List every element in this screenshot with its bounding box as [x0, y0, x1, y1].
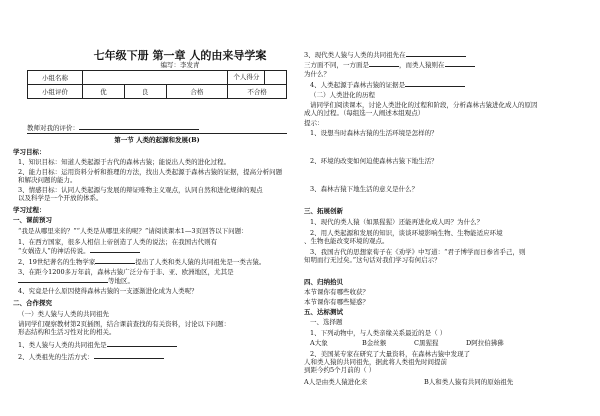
expand-2b: 、生物也能改变环境的观点。 — [304, 237, 389, 245]
right-q3a — [304, 50, 466, 59]
table-cell: 小组名称 — [28, 71, 83, 85]
evolution-description-2: 成人的过程。（每组选一人阐述本组观点） — [304, 109, 425, 117]
question-1a: 1、在西方国家，很多人相信上帝创造了人类的说法；在我国古代则有 — [18, 238, 218, 246]
question-3b — [18, 276, 134, 285]
choice-1-options — [310, 339, 526, 347]
question-3: 3、在距今1200多万年前，森林古猿广泛分布于非、亚、欧洲地区，尤其是 — [18, 268, 234, 276]
question-1b — [18, 246, 140, 255]
table-row — [28, 71, 287, 85]
question-2-tail: 提出了人类和类人猿的共同祖先是一类古猿。 — [135, 258, 266, 266]
option: C黑猩猩 — [414, 339, 439, 347]
option: B金丝猴 — [362, 339, 387, 347]
question-1b-text: “女娲造人”的神话传说。 — [18, 247, 90, 255]
table-cell: 小组评价 — [28, 85, 83, 99]
goal-1: 1、知识目标：知道人类起源于古代的森林古猿；能说出人类的进化过程。 — [18, 158, 231, 166]
table-cell: 个人得分 — [228, 71, 265, 85]
evolution-description: 请同学们阅读课本，讨论人类进化的过程和阶段，分析森林古猿进化成人的原因 — [310, 101, 538, 109]
divider — [27, 133, 287, 134]
expand-heading: 三、拓展创新 — [304, 207, 343, 215]
summary-gains: 本节课你有哪些收获？ — [304, 288, 369, 296]
test-heading: 五、达标测试 — [304, 308, 343, 316]
table-row — [28, 85, 287, 99]
right-q3b — [304, 60, 475, 69]
table-cell — [83, 71, 228, 85]
section-title: 第一节 人类的起源和发展(B) — [114, 136, 200, 144]
inquiry-description-2: 形态结构和生活习性对比的相关。 — [18, 328, 116, 336]
right-q4 — [310, 80, 465, 89]
option: A大象 — [310, 339, 328, 347]
teacher-eval-label: 教师对我的评价： — [27, 124, 79, 132]
expand-2a: 2、用人类起源和发展的知识，谈谈环境影响生物、生物能适应环境 — [310, 229, 503, 237]
choice-2a: 2、美国某专家在研究了大量资料，在森林古猿中发现了 — [310, 350, 471, 358]
hint-label: 提示： — [304, 119, 324, 127]
table-cell — [265, 71, 287, 85]
table-cell: 不合格 — [228, 85, 287, 99]
question-2 — [18, 257, 265, 266]
process-heading: 学习过程： — [13, 206, 46, 214]
goal-2b: 和解决问题的能力。 — [18, 176, 77, 184]
inquiry-question-2-text: 2、人类祖先的生活方式： — [18, 353, 94, 361]
question-4: 4、究竟是什么原因使得森林古猿的一支逐渐进化成为人类呢？ — [18, 287, 198, 295]
right-q3a-text: 3、现代类人猿与人类的共同祖先在 — [304, 51, 406, 59]
right-q3b-text: 三方面不同，一方面是 — [304, 61, 369, 69]
goal-3b: 以及科学是一个开放的体系。 — [18, 194, 103, 202]
inquiry-question-1-text: 1、类人猿与人类的共同祖先是 — [18, 341, 107, 349]
inquiry-subheading: （一）类人猿与人类的共同祖先 — [18, 310, 109, 318]
goals-heading: 学习目标： — [13, 148, 46, 156]
choice-1: 1、下列动物中，与人类亲缘关系最近的是（ ） — [310, 329, 447, 337]
right-q3c-text: ，而类人猿则在 — [399, 61, 445, 69]
table-cell: 合格 — [166, 85, 228, 99]
table-cell: 良 — [124, 85, 166, 99]
hint-2: 2、环境的改变如何迫使森林古猿下地生活？ — [310, 157, 438, 165]
expand-3b: 知明而行无过矣。”这句话对我们学习有何启示？ — [304, 256, 441, 264]
inquiry-question-2 — [18, 352, 164, 361]
preview-question: “我是从哪里来的？”“人类是从哪里来的呢？”请阅读课本1—3页回答以下问题： — [18, 227, 248, 235]
teacher-eval — [27, 123, 199, 132]
option: D阿拉伯狒狒 — [466, 339, 504, 347]
choice-2-options — [304, 378, 513, 386]
preview-heading: 一、课前预习 — [13, 216, 52, 224]
choice-heading: 一、选择题 — [310, 318, 343, 326]
table-cell: 优 — [83, 85, 125, 99]
summary-heading: 四、归纳拾贝 — [304, 278, 343, 286]
doc-editor: 编写：李发青 — [160, 61, 200, 69]
choice-2b: 人和类人猿的共同祖先，据此将人类祖先时间提前 — [304, 358, 447, 366]
hint-1: 1、设想当时森林古猿的生活环境是怎样的？ — [310, 129, 438, 137]
right-q3d: 为什么？ — [304, 70, 330, 78]
inquiry-heading: 二、合作探究 — [13, 299, 52, 307]
goal-2a: 2、能力目标：运用资料分析和推理的方法，找出人类起源于森林古猿的证据，提高分析问题 — [18, 168, 283, 176]
option: B人和类人猿有共同的原始祖先 — [424, 378, 514, 386]
inquiry-description: 请同学们观察教材第2页插图，结合课前查找的有关资料，讨论以下问题： — [18, 320, 231, 328]
question-3-tail: 等地区。 — [108, 277, 134, 285]
expand-3a: 3、我国古代的思想家荀子在《劝学》中写道：“君子博学而日参省乎己，则 — [310, 248, 526, 256]
hint-3: 3、森林古猿下地生活的意义是什么？ — [310, 185, 419, 193]
question-2-text: 2、19世纪著名的生物学家 — [18, 258, 96, 266]
right-q4-text: 4、人类起源于森林古猿的证据是 — [310, 81, 406, 89]
expand-1: 1、现代的类人猿（如黑猩猩）还能再进化成人吗？为什么？ — [310, 218, 484, 226]
goal-3a: 3、情感目标：认同人类起源与发展的辩证唯物主义观点，认同自然和进化规律的观点 — [18, 186, 263, 194]
option: A人是由类人猿进化来 — [304, 378, 368, 386]
group-evaluation-table — [27, 70, 287, 99]
doc-title: 七年级下册 第一章 人的由来导学案 — [93, 49, 267, 62]
inquiry-question-1 — [18, 340, 177, 349]
evolution-subheading: （二）人类进化的历程 — [310, 91, 375, 99]
choice-2c: 到距今约5个月前的（ ） — [304, 366, 376, 374]
summary-doubts: 本节课你有哪些疑惑？ — [304, 298, 369, 306]
